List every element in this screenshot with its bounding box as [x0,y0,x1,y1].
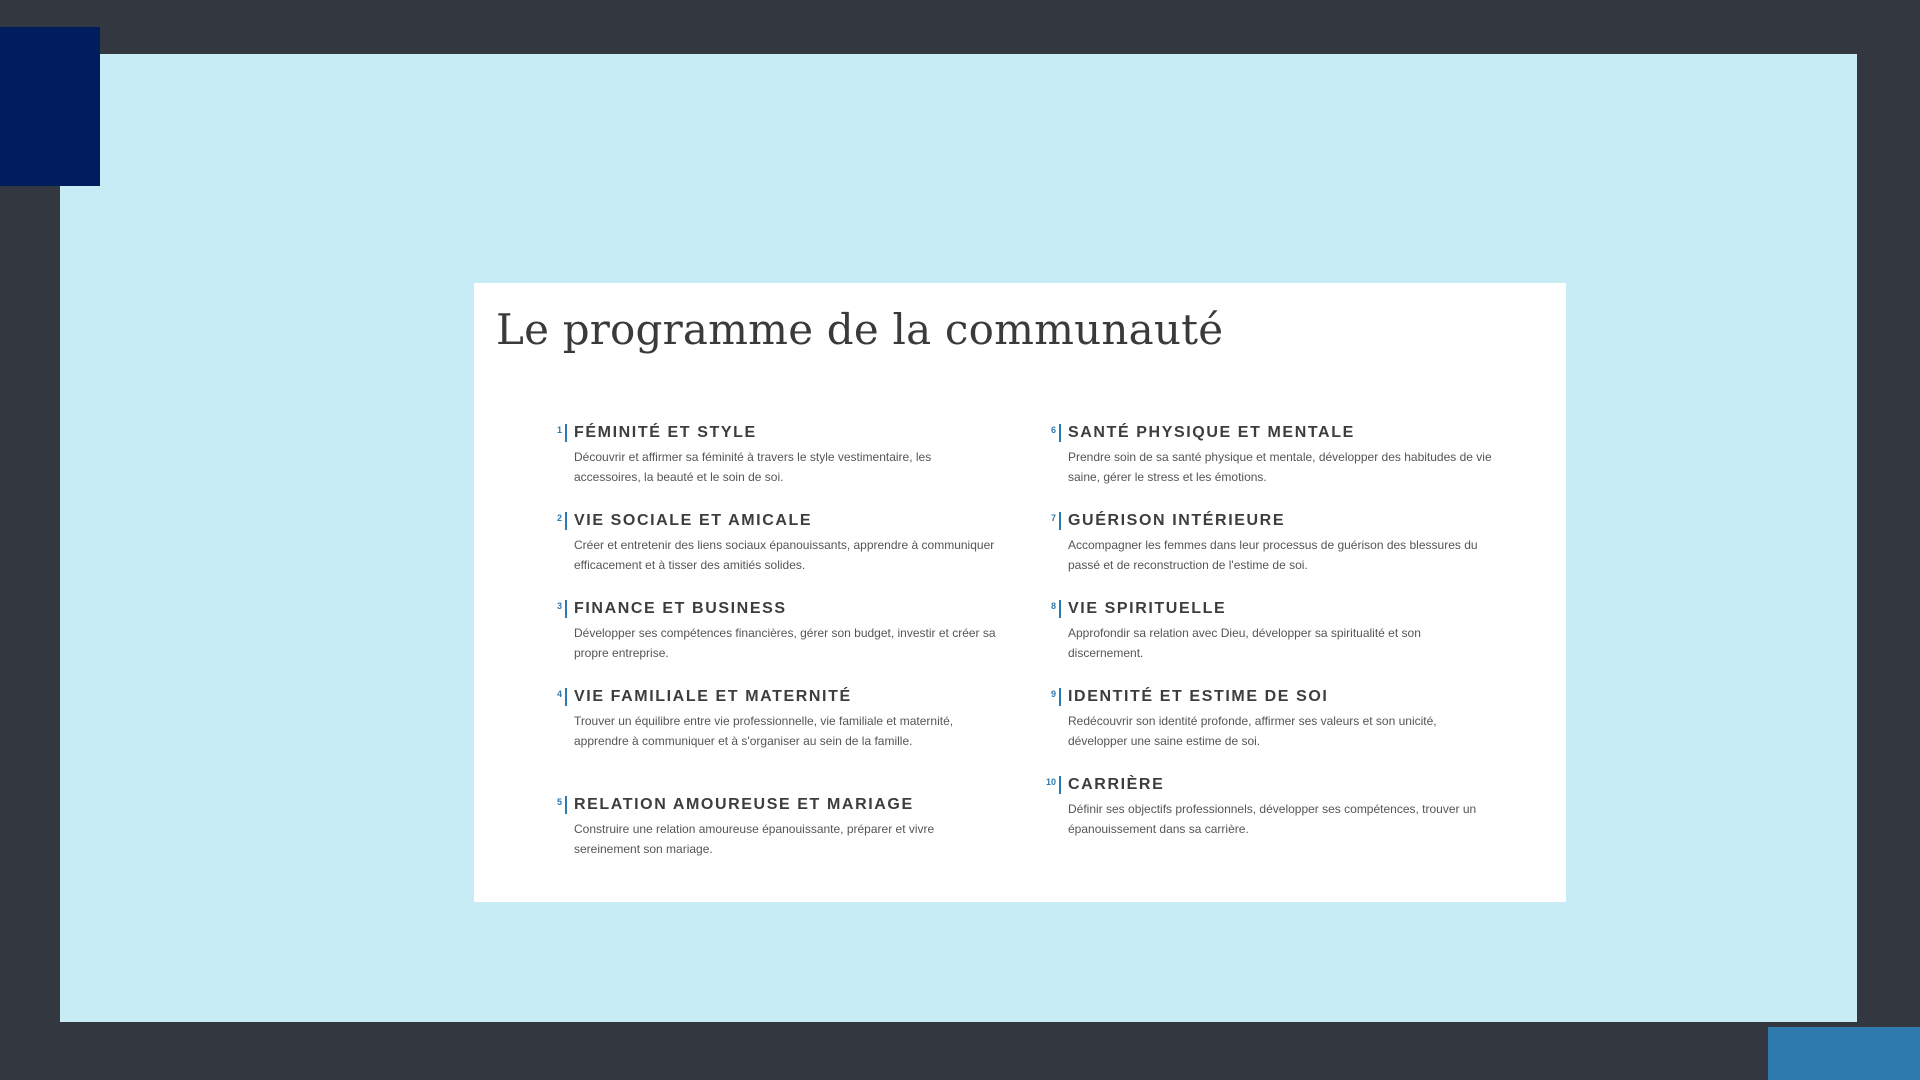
program-item [548,599,1008,687]
item-title: GUÉRISON INTÉRIEURE [1068,512,1286,529]
item-marker-bar [1059,600,1061,618]
item-number: 3 [556,601,562,611]
item-description: Définir ses objectifs professionnels, développer ses compétences, trouver un épanouissement dans sa carrière. [1068,802,1477,836]
item-number: 8 [1050,601,1056,611]
item-marker-bar [1059,424,1061,442]
item-title: IDENTITÉ ET ESTIME DE SOI [1068,688,1329,705]
item-marker-bar [565,424,567,442]
program-item [1042,687,1502,775]
item-title: CARRIÈRE [1068,776,1165,793]
item-number: 4 [556,689,562,699]
accent-block-bottom-right [1768,1027,1920,1080]
item-title: RELATION AMOUREUSE ET MARIAGE [574,796,914,813]
item-marker-bar [1059,688,1061,706]
item-title: VIE SOCIALE ET AMICALE [574,512,813,529]
program-item [1042,423,1502,511]
item-description: Développer ses compétences financières, gérer son budget, investir et créer sa propre entreprise. [574,626,996,660]
item-description: Construire une relation amoureuse épanouissante, préparer et vivre sereinement son mariage. [574,822,935,856]
program-item [1042,599,1502,687]
program-column-right [1042,423,1502,863]
item-title: FÉMINITÉ ET STYLE [574,424,757,441]
item-description: Accompagner les femmes dans leur processus de guérison des blessures du passé et de reconstruction de l'estime de soi. [1068,538,1478,572]
accent-block-top-left [0,27,100,186]
item-number: 10 [1045,777,1056,787]
program-card [474,283,1566,902]
item-description: Trouver un équilibre entre vie professionnelle, vie familiale et maternité, apprendre à communiquer et à s'organiser au sein de la famille. [574,714,954,748]
program-item [548,795,1008,883]
program-item [548,423,1008,511]
item-title: SANTÉ PHYSIQUE ET MENTALE [1068,424,1355,441]
item-number: 6 [1050,425,1056,435]
item-marker-bar [565,512,567,530]
program-item [548,511,1008,599]
page-title: Le programme de la communauté [496,305,1224,354]
item-description: Approfondir sa relation avec Dieu, développer sa spiritualité et son discernement. [1068,626,1421,660]
item-description: Découvrir et affirmer sa féminité à travers le style vestimentaire, les accessoires, la beauté et le soin de soi. [574,450,932,484]
item-marker-bar [565,600,567,618]
item-description: Redécouvrir son identité profonde, affirmer ses valeurs et son unicité, développer une saine estime de soi. [1068,714,1437,748]
item-marker-bar [1059,776,1061,794]
item-number: 2 [556,513,562,523]
item-description: Créer et entretenir des liens sociaux épanouissants, apprendre à communiquer efficacement et à tisser des amitiés solides. [574,538,995,572]
program-column-left [548,423,1008,883]
item-description: Prendre soin de sa santé physique et mentale, développer des habitudes de vie saine, gérer le stress et les émotions. [1068,450,1492,484]
item-marker-bar [565,688,567,706]
program-item [1042,775,1502,863]
item-title: VIE FAMILIALE ET MATERNITÉ [574,688,852,705]
slide-background [60,54,1857,1022]
item-number: 5 [556,797,562,807]
item-number: 1 [556,425,562,435]
program-item [1042,511,1502,599]
item-title: FINANCE ET BUSINESS [574,600,787,617]
program-item [548,687,1008,795]
item-number: 9 [1050,689,1056,699]
item-number: 7 [1050,513,1056,523]
item-title: VIE SPIRITUELLE [1068,600,1227,617]
item-marker-bar [1059,512,1061,530]
item-marker-bar [565,796,567,814]
